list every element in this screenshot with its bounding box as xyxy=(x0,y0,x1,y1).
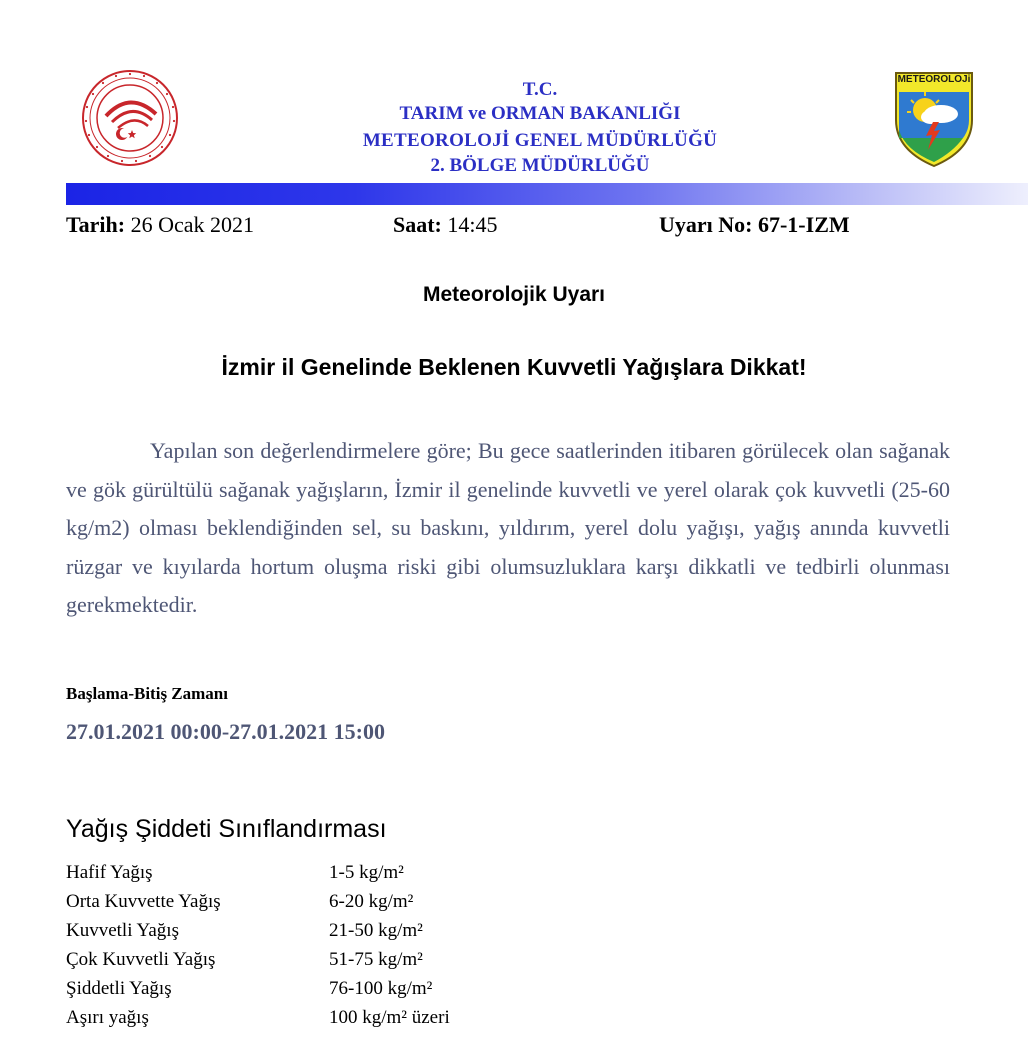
class-value: 76-100 kg/m² xyxy=(329,978,433,999)
date-value: 26 Ocak 2021 xyxy=(130,212,255,237)
emblem-label: METEOROLOJi xyxy=(897,74,971,85)
time-field: Saat: 14:45 xyxy=(393,212,498,237)
warning-number: Uyarı No: 67-1-IZM xyxy=(659,212,850,237)
table-row xyxy=(66,916,450,945)
class-value: 6-20 kg/m² xyxy=(329,891,414,912)
classification-table xyxy=(66,858,450,1032)
class-value: 21-50 kg/m² xyxy=(329,920,423,941)
period-label: Başlama-Bitiş Zamanı xyxy=(66,684,228,703)
class-value: 51-75 kg/m² xyxy=(329,949,423,970)
class-name: Şiddetli Yağış xyxy=(66,978,172,999)
class-name: Hafif Yağış xyxy=(66,862,153,883)
header-line-ministry: TARIM ve ORMAN BAKANLIĞI xyxy=(399,103,681,124)
class-name: Çok Kuvvetli Yağış xyxy=(66,949,216,970)
warning-headline: İzmir il Genelinde Beklenen Kuvvetli Yağışlara Dikkat! xyxy=(221,354,807,380)
document-title: Meteorolojik Uyarı xyxy=(422,283,606,306)
class-name: Aşırı yağış xyxy=(66,1007,149,1028)
class-value: 1-5 kg/m² xyxy=(329,862,404,883)
table-row xyxy=(66,974,450,1003)
meteoroloji-emblem-icon xyxy=(893,70,975,168)
header-line-region: 2. BÖLGE MÜDÜRLÜĞÜ xyxy=(430,155,650,176)
table-row xyxy=(66,887,450,916)
ministry-seal-icon xyxy=(80,68,180,168)
table-row xyxy=(66,945,450,974)
classification-title: Yağış Şiddeti Sınıflandırması xyxy=(66,815,387,843)
table-row xyxy=(66,858,450,887)
date-field: Tarih: 26 Ocak 2021 xyxy=(66,212,255,237)
table-row xyxy=(66,1003,450,1032)
warning-body: Yapılan son değerlendirmelere göre; Bu gece saatlerinden itibaren görülecek olan sağanak ve gök gürültülü sağanak yağışların, İzmir il genelinde kuvvetli ve yerel olarak çok kuvvetli (25-60 kg/m2) olması beklendiğinden sel, su baskını, yıldırım, yerel dolu yağışı, yağış anında kuvvetli rüzgar ve kıyılarda hortum oluşma riski gibi olumsuzluklara karşı dikkatli ve tedbirli olunması gerekmektedir. xyxy=(66,438,950,617)
header-line-tc: T.C. xyxy=(522,79,558,100)
header-band xyxy=(66,183,1028,205)
time-value: 14:45 xyxy=(447,212,498,237)
class-name: Orta Kuvvette Yağış xyxy=(66,891,221,912)
class-name: Kuvvetli Yağış xyxy=(66,920,179,941)
period-value: 27.01.2021 00:00-27.01.2021 15:00 xyxy=(66,719,385,744)
class-value: 100 kg/m² üzeri xyxy=(329,1007,450,1028)
header-line-directorate: METEOROLOJİ GENEL MÜDÜRLÜĞÜ xyxy=(362,130,718,151)
